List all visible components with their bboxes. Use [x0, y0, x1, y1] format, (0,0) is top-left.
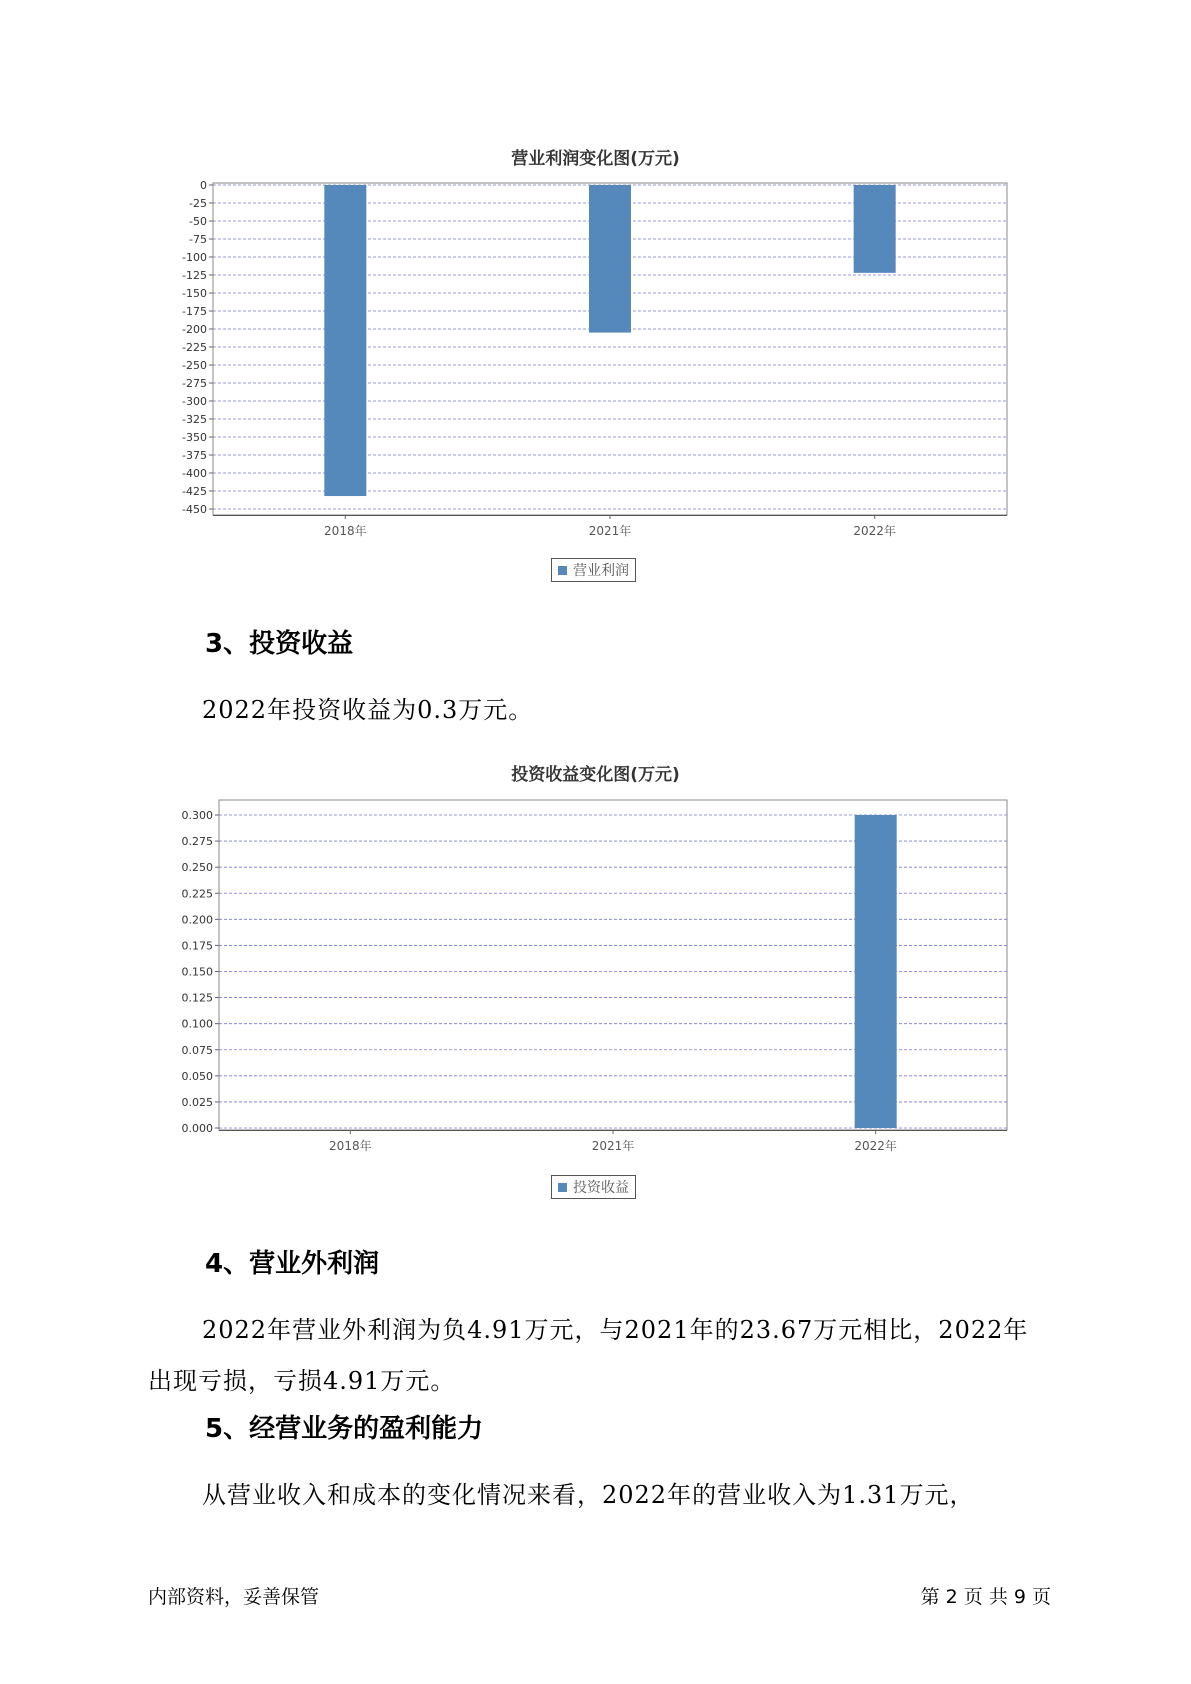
- y-tick-label: -150: [182, 287, 207, 300]
- y-tick-label: 0.000: [181, 1122, 213, 1135]
- section4-heading: 4、营业外利润: [205, 1249, 380, 1279]
- x-tick-label: 2021年: [588, 524, 632, 538]
- chart1-legend-label: 营业利润: [573, 563, 629, 579]
- bar-2022年: [854, 185, 896, 273]
- y-tick-label: 0.100: [181, 1017, 213, 1031]
- section5-paragraph-line1: 从营业收入和成本的变化情况来看，2022年的营业收入为1.31万元，: [202, 1481, 975, 1509]
- y-tick-label: -100: [182, 251, 207, 264]
- y-tick-label: 0.025: [181, 1095, 213, 1109]
- y-tick-label: -300: [182, 395, 207, 408]
- chart1-legend: [551, 558, 636, 582]
- y-tick-label: 0.275: [181, 835, 213, 849]
- legend-swatch: [558, 1183, 567, 1192]
- investment-income-chart: [0, 790, 1191, 1170]
- section4-paragraph-line2: 出现亏损，亏损4.91万元。: [148, 1367, 456, 1395]
- legend-swatch: [558, 566, 567, 575]
- y-tick-label: 0.200: [181, 913, 213, 927]
- section5-heading: 5、经营业务的盈利能力: [205, 1414, 484, 1444]
- section3-paragraph: 2022年投资收益为0.3万元。: [202, 696, 534, 724]
- y-tick-label: -425: [182, 485, 207, 498]
- y-tick-label: -400: [182, 467, 207, 480]
- chart2-title: 投资收益变化图(万元): [511, 765, 680, 785]
- y-tick-label: 0.225: [181, 887, 213, 901]
- footer-confidential-note: 内部资料，妥善保管: [148, 1586, 320, 1608]
- x-tick-label: 2022年: [854, 1139, 897, 1153]
- section3-heading: 3、投资收益: [205, 629, 354, 659]
- y-tick-label: -200: [182, 323, 207, 336]
- y-tick-label: 0.125: [181, 991, 213, 1005]
- y-tick-label: -125: [182, 269, 207, 282]
- y-tick-label: -450: [182, 503, 207, 516]
- y-tick-label: 0.075: [181, 1043, 213, 1057]
- y-tick-label: -250: [182, 359, 207, 372]
- operating-profit-chart: [0, 170, 1191, 550]
- bar-2021年: [589, 185, 631, 333]
- chart2-legend-label: 投资收益: [573, 1180, 629, 1196]
- bar-2018年: [324, 185, 366, 496]
- section4-paragraph-line1: 2022年营业外利润为负4.91万元，与2021年的23.67万元相比，2022年: [202, 1316, 1029, 1344]
- y-tick-label: -225: [182, 341, 207, 354]
- y-tick-label: -25: [189, 197, 207, 210]
- y-tick-label: -375: [182, 449, 207, 462]
- x-tick-label: 2022年: [853, 524, 896, 538]
- y-tick-label: -350: [182, 431, 207, 444]
- x-tick-label: 2018年: [329, 1139, 372, 1153]
- y-tick-label: -75: [189, 233, 207, 246]
- y-tick-label: 0.250: [181, 861, 213, 875]
- chart1-title: 营业利润变化图(万元): [511, 149, 680, 169]
- y-tick-label: 0.150: [181, 965, 213, 979]
- y-tick-label: 0.175: [181, 939, 213, 953]
- bar-2022年: [855, 815, 897, 1128]
- x-tick-label: 2018年: [324, 524, 367, 538]
- y-tick-label: -325: [182, 413, 207, 426]
- y-tick-label: -275: [182, 377, 207, 390]
- y-tick-label: 0.050: [181, 1069, 213, 1083]
- y-tick-label: 0: [200, 179, 207, 192]
- x-tick-label: 2021年: [591, 1139, 635, 1153]
- chart2-legend: [551, 1175, 636, 1199]
- y-tick-label: -50: [189, 215, 207, 228]
- y-tick-label: 0.300: [181, 809, 213, 822]
- y-tick-label: -175: [182, 305, 207, 318]
- footer-page-number: 第 2 页 共 9 页: [920, 1586, 1051, 1608]
